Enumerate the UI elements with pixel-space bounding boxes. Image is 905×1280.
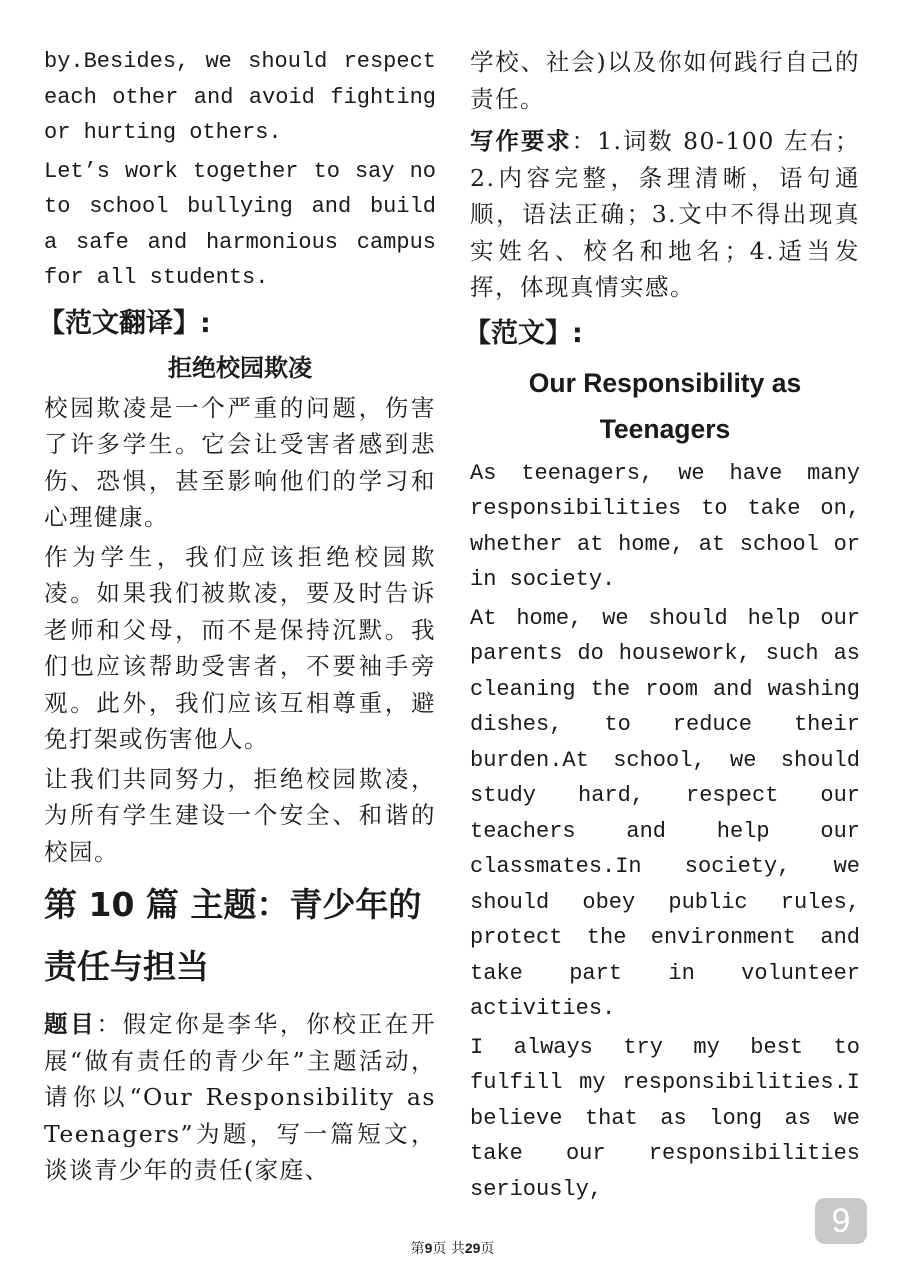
essay-paragraph-2: At home, we should help our parents do housework, such as cleaning the room and washing dishes, to reduce their burden.At school, we should study hard, respect our teachers and help our classmates.In society, we should obey public rules, protect the environment and take part in volunteer activities. — [470, 605, 860, 1021]
topic-label: 题目 — [44, 1010, 97, 1038]
requirements-text: ：1.词数 80-100 左右；2.内容完整，条理清晰，语句通顺，语法正确；3.文中不得出现真实姓名、校名和地名；4.适当发挥，体现真情实感。 — [470, 127, 861, 301]
essay-paragraph-end: by.Besides, we should respect each other and avoid fighting or hurting others. — [44, 49, 436, 145]
model-essay-heading: 【范文】: — [464, 317, 583, 349]
footer-mid: 页 共 — [432, 1241, 465, 1257]
footer-suffix: 页 — [480, 1241, 495, 1257]
topic-prompt-continued: 学校、社会)以及你如何践行自己的责任。 — [470, 48, 860, 113]
requirements-label: 写作要求 — [470, 127, 572, 155]
translation-paragraph-3: 让我们共同努力，拒绝校园欺凌，为所有学生建设一个安全、和谐的校园。 — [44, 764, 436, 866]
left-column — [38, 44, 437, 1192]
page-number-badge: 9 — [815, 1198, 867, 1244]
translation-title: 拒绝校园欺凌 — [168, 353, 312, 382]
translation-heading: 【范文翻译】: — [38, 307, 211, 339]
translation-paragraph-2: 作为学生，我们应该拒绝校园欺凌。如果我们被欺凌，要及时告诉老师和父母，而不是保持沉默。我们也应该帮助受害者，不要袖手旁观。此外，我们应该互相尊重，避免打架或伤害他人。 — [44, 542, 436, 753]
right-column — [464, 44, 861, 1210]
page-footer — [0, 1238, 905, 1258]
section-heading: 第 10 篇 主题：青少年的责任与担当 — [44, 885, 422, 986]
translation-paragraph-1: 校园欺凌是一个严重的问题，伤害了许多学生。它会让受害者感到悲伤、恐惧，甚至影响他们的学习和心理健康。 — [44, 393, 436, 531]
essay-title: Our Responsibility as Teenagers — [528, 367, 802, 444]
topic-text: ：假定你是李华，你校正在开展“做有责任的青少年”主题活动，请你以“Our Responsibility as Teenagers”为题，写一篇短文，谈谈青少年的责任(家庭、 — [44, 1010, 437, 1184]
footer-prefix: 第 — [410, 1241, 425, 1257]
topic-prompt — [44, 1006, 436, 1189]
footer-page: 9 — [424, 1240, 433, 1256]
footer-total: 29 — [464, 1240, 481, 1256]
writing-requirements — [470, 123, 860, 306]
essay-paragraph-1: As teenagers, we have many responsibilities to take on, whether at home, at school or in society. — [470, 460, 860, 592]
essay-paragraph-3: I always try my best to fulfill my responsibilities.I believe that as long as we take our responsibilities seriously, — [470, 1034, 860, 1202]
essay-paragraph-closing: Let’s work together to say no to school bullying and build a safe and harmonious campus for all students. — [44, 158, 436, 290]
